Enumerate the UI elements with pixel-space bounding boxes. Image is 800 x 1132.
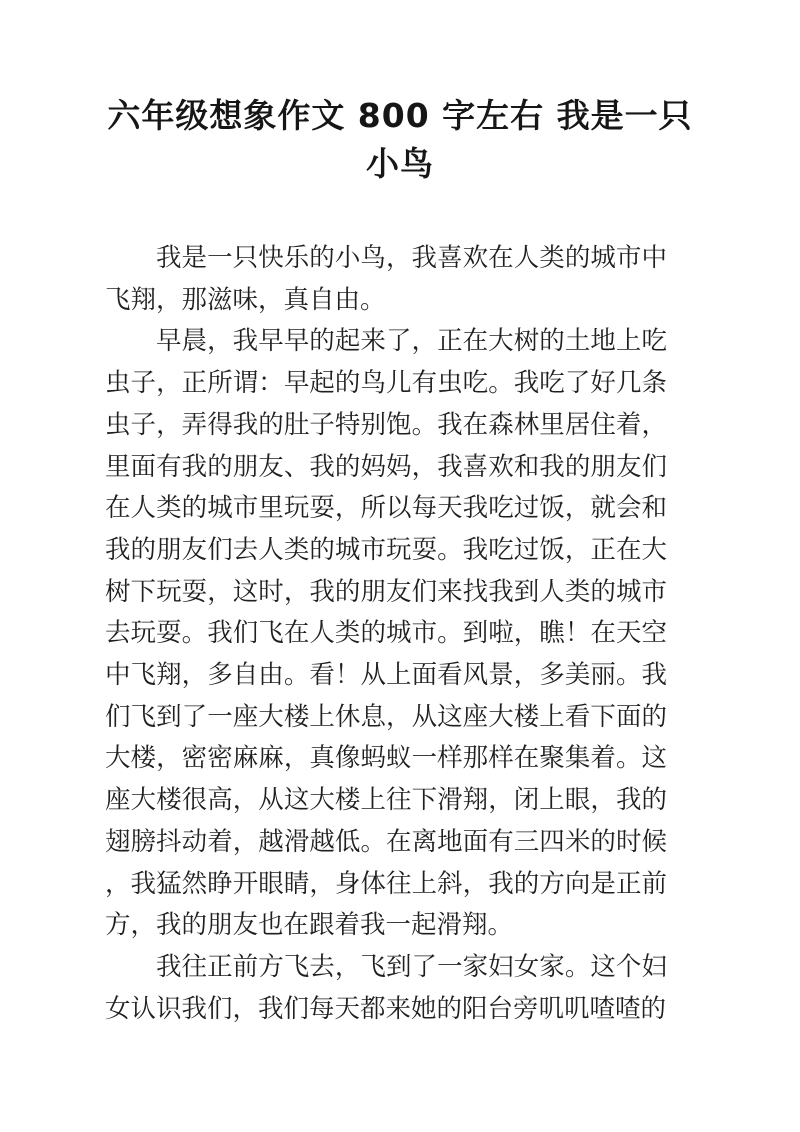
essay-title-line-1: 六年级想象作文 800 字左右 我是一只 — [107, 96, 693, 135]
essay-paragraph: 我是一只快乐的小鸟，我喜欢在人类的城市中飞翔，那滋味，真自由。 — [105, 243, 667, 315]
essay-paragraph: 我往正前方飞去，飞到了一家妇女家。这个妇女认识我们，我们每天都来她的阳台旁叽叽喳喳的 — [105, 951, 667, 1024]
essay-body — [105, 238, 667, 1030]
essay-title — [0, 92, 800, 188]
essay-title-line-2: 小鸟 — [366, 144, 434, 183]
essay-paragraph: 早晨，我早早的起来了，正在大树的土地上吃虫子，正所谓：早起的鸟儿有虫吃。我吃了好几条虫子，弄得我的肚子特别饱。我在森林里居住着，里面有我的朋友、我的妈妈，我喜欢和我的朋友们在人类的城市里玩耍，所以每天我吃过饭，就会和我的朋友们去人类的城市玩耍。我吃过饭，正在大树下玩耍，这时，我的朋友们来找我到人类的城市去玩耍。我们飞在人类的城市。到啦，瞧！在天空中飞翔，多自由。看！从上面看风景，多美丽。我们飞到了一座大楼上休息，从这座大楼上看下面的大楼，密密麻麻，真像蚂蚁一样那样在聚集着。这座大楼很高，从这大楼上往下滑翔，闭上眼，我的翅膀抖动着，越滑越低。在离地面有三四米的时候，我猛然睁开眼睛，身体往上斜，我的方向是正前方，我的朋友也在跟着我一起滑翔。 — [105, 326, 667, 941]
